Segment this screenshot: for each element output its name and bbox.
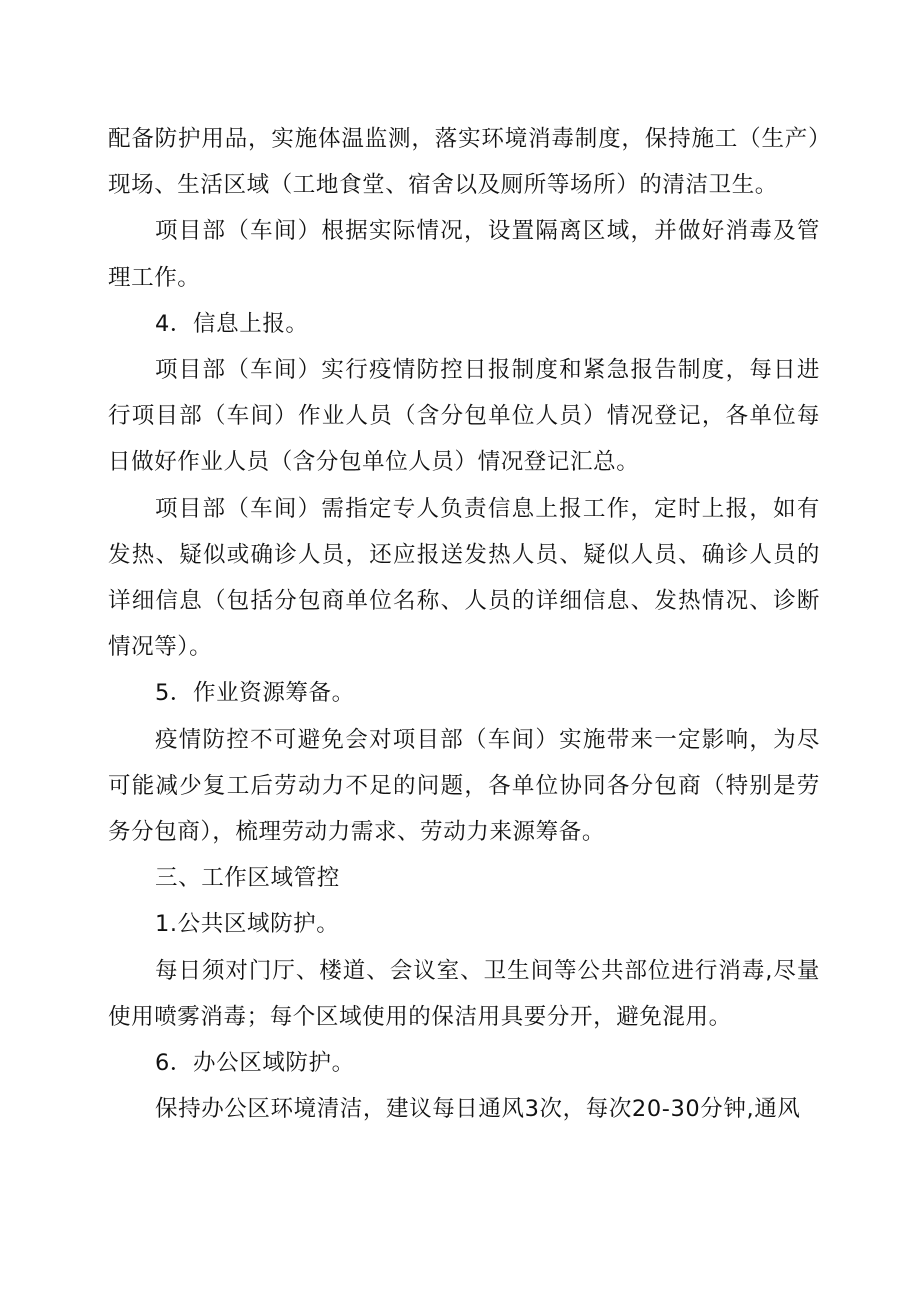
section-heading-1: 1.公共区域防护。: [155, 911, 340, 938]
paragraph-7: 保持办公区环境清洁，建议每日通风3次，每次20-30分钟,通风: [155, 1096, 801, 1123]
paragraph-2: 项目部（车间）根据实际情况，设置隔离区域，并做好消毒及管理工作。: [108, 218, 820, 291]
section-heading-4: 4．信息上报。: [155, 310, 309, 337]
paragraph-5: 疫情防控不可避免会对项目部（车间）实施带来一定影响，为尽可能减少复工后劳动力不足的问题，各单位协同各分包商（特别是劳务分包商），梳理劳动力需求、劳动力来源筹备。: [108, 726, 820, 846]
section-heading-5: 5．作业资源筹备。: [155, 680, 355, 707]
paragraph-1: 配备防护用品，实施体温监测，落实环境消毒制度，保持施工（生产）现场、生活区域（工地食堂、宿舍以及厕所等场所）的清洁卫生。: [108, 126, 820, 199]
section-heading-6: 6．办公区域防护。: [155, 1050, 355, 1077]
document-body: [108, 116, 820, 1132]
chapter-heading-3: 三、工作区域管控: [155, 865, 340, 892]
paragraph-6: 每日须对门厅、楼道、会议室、卫生间等公共部位进行消毒,尽量使用喷雾消毒；每个区域使用的保洁用具要分开，避免混用。: [108, 957, 820, 1030]
paragraph-4: 项目部（车间）需指定专人负责信息上报工作，定时上报，如有发热、疑似或确诊人员，还应报送发热人员、疑似人员、确诊人员的详细信息（包括分包商单位名称、人员的详细信息、发热情况、诊断情况等）。: [108, 495, 820, 661]
paragraph-3: 项目部（车间）实行疫情防控日报制度和紧急报告制度，每日进行项目部（车间）作业人员（含分包单位人员）情况登记，各单位每日做好作业人员（含分包单位人员）情况登记汇总。: [108, 357, 820, 476]
